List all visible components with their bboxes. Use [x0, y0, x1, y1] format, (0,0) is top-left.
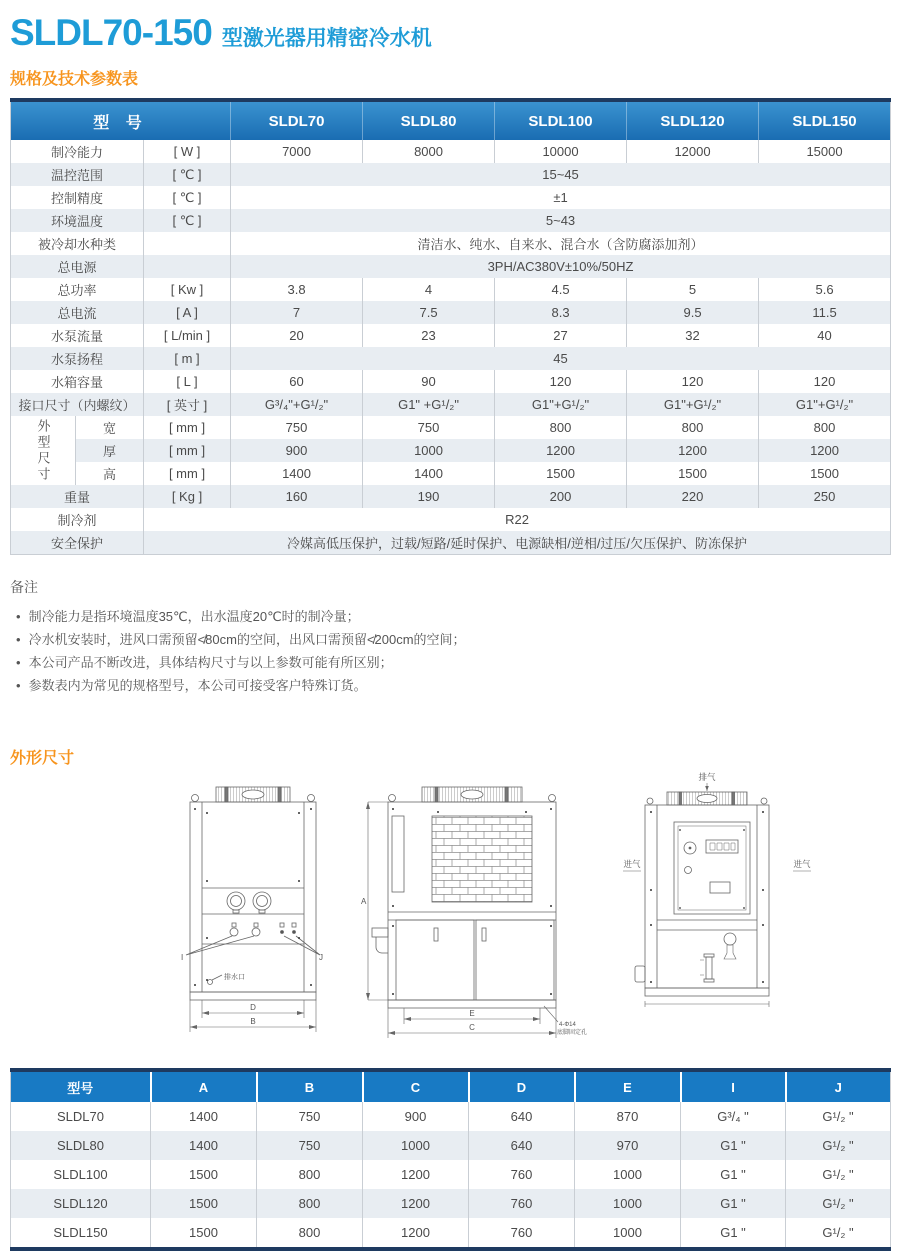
spec-value: 1200 [495, 439, 627, 462]
spec-row-label: 温控范围 [11, 163, 144, 186]
dim-label-e: E [469, 1009, 475, 1018]
bullet-icon: • [16, 678, 21, 693]
spec-value: 750 [363, 416, 495, 439]
spec-value: 20 [231, 324, 363, 347]
notes-list [10, 605, 890, 697]
spec-unit: [ mm ] [144, 416, 231, 439]
spec-value: 60 [231, 370, 363, 393]
spec-section-title: 规格及技术参数表 [10, 71, 139, 88]
dim-value: 800 [257, 1160, 363, 1189]
spec-row-label: 宽 [76, 416, 144, 439]
dim-value: 760 [469, 1160, 575, 1189]
note-item [10, 651, 890, 674]
spec-unit: [ L ] [144, 370, 231, 393]
spec-row-label: 总电源 [11, 255, 144, 278]
side-view-drawing [360, 782, 590, 1042]
spec-value: 800 [813, 420, 836, 435]
spec-row-label: 制冷剂 [11, 508, 144, 531]
dim-value: 1400 [151, 1131, 257, 1160]
dim-column-header: D [469, 1070, 575, 1102]
dim-value: 640 [469, 1102, 575, 1131]
bullet-icon: • [16, 655, 21, 670]
dim-value: G¹/₂ " [822, 1196, 854, 1211]
spec-group-text: 外型尺寸 [35, 418, 51, 483]
product-name-title: 型激光器用精密冷水机 [221, 27, 432, 50]
dim-label-a: A [361, 897, 367, 906]
dim-value: 1500 [151, 1189, 257, 1218]
bullet-icon: • [16, 632, 21, 647]
spec-unit: [ 英寸 ] [144, 393, 231, 416]
spec-value-span: 清洁水、纯水、自来水、混合水（含防腐添加剂） [417, 237, 704, 252]
spec-unit: [ mm ] [144, 462, 231, 485]
spec-row [11, 255, 891, 278]
front-view-drawing [178, 782, 328, 1042]
dim-value: 800 [257, 1218, 363, 1249]
leader-line-j [284, 936, 320, 955]
dim-table-row [11, 1102, 891, 1131]
dim-label-j: J [319, 953, 323, 962]
dim-value: 1200 [363, 1218, 469, 1249]
dim-value: 1200 [363, 1189, 469, 1218]
spec-value: 1500 [495, 462, 627, 485]
spec-unit: [ A ] [144, 301, 231, 324]
spec-row-label: 被冷却水种类 [11, 232, 144, 255]
spec-header-model-label: 型 号 [11, 100, 231, 140]
spec-row [11, 485, 891, 508]
spec-value: 750 [231, 416, 363, 439]
spec-value: 220 [627, 485, 759, 508]
intake-left-label: 进气 [623, 859, 641, 869]
note-text: 制冷能力是指环境温度35℃，出水温度20℃时的制冷量； [28, 609, 360, 624]
dim-value: G¹/₂ " [822, 1225, 854, 1240]
spec-value: 40 [817, 328, 832, 343]
spec-value: 8.3 [495, 301, 627, 324]
dim-value: G¹/₂ " [822, 1109, 854, 1124]
drain-pipe-icon [372, 928, 388, 953]
dim-column-header: J [786, 1070, 891, 1102]
water-port-icons [230, 923, 296, 936]
spec-row [11, 186, 891, 209]
spec-row [11, 301, 891, 324]
spec-row-label: 总功率 [11, 278, 144, 301]
spec-value: 7000 [231, 140, 363, 163]
eye-bolt-icon [647, 798, 653, 804]
spec-row [11, 393, 891, 416]
back-view-drawing [622, 770, 812, 1030]
fan-icon [422, 787, 522, 802]
dim-label-d: D [250, 1003, 256, 1012]
spec-row-label: 制冷能力 [11, 140, 144, 163]
spec-unit: [ Kw ] [144, 278, 231, 301]
spec-row [11, 324, 891, 347]
dim-row-model: SLDL120 [11, 1189, 151, 1218]
outline-drawings [178, 772, 890, 1050]
dim-section-title: 外形尺寸 [10, 750, 75, 767]
spec-table-header [11, 100, 891, 140]
dim-table-row [11, 1160, 891, 1189]
eye-bolt-icon [549, 795, 556, 802]
dim-row-model: SLDL70 [11, 1102, 151, 1131]
spec-row [11, 370, 891, 393]
spec-unit: [ ℃ ] [144, 186, 231, 209]
spec-unit: [ L/min ] [144, 324, 231, 347]
spec-value: 1200 [810, 443, 839, 458]
spec-unit: [ mm ] [144, 439, 231, 462]
spec-value: 90 [363, 370, 495, 393]
filter-sight-glass-icons [700, 933, 736, 982]
dim-value: 900 [363, 1102, 469, 1131]
spec-value-span: 3PH/AC380V±10%/50HZ [487, 259, 634, 274]
eye-bolt-icon [389, 795, 396, 802]
dim-value: 1000 [575, 1218, 681, 1249]
eye-bolt-icon [761, 798, 767, 804]
spec-value: 250 [813, 489, 836, 504]
spec-value-span: R22 [505, 512, 529, 527]
door-panels [396, 920, 554, 1000]
spec-value: 15000 [806, 144, 843, 159]
dimension-table [10, 1068, 891, 1251]
spec-value-span: 15~45 [542, 167, 579, 182]
spec-value: 190 [363, 485, 495, 508]
spec-row [11, 531, 891, 555]
dim-label-c: C [469, 1023, 475, 1032]
dim-value: G¹/₂ " [822, 1138, 854, 1153]
spec-unit: [ Kg ] [144, 485, 231, 508]
dim-row-model: SLDL150 [11, 1218, 151, 1249]
note-item [10, 628, 890, 651]
fan-icon [667, 792, 747, 805]
dim-value: G1 " [681, 1189, 786, 1218]
dim-label-i: I [181, 953, 184, 962]
dim-value: 1000 [575, 1160, 681, 1189]
spec-row-label: 总电流 [11, 301, 144, 324]
screw-dots [194, 808, 312, 986]
dim-value: 970 [575, 1131, 681, 1160]
drain-label: 排水口 [224, 974, 245, 981]
spec-value: 800 [627, 416, 759, 439]
note-text: 冷水机安装时，进风口需预留≮80cm的空间，出风口需预留≮200cm的空间； [28, 632, 466, 647]
dim-value: 1500 [151, 1218, 257, 1249]
spec-column-header: SLDL70 [231, 100, 363, 140]
leader-line-i [186, 936, 254, 955]
foot-hole-note-line2: 底脚固定孔 [557, 1030, 588, 1036]
spec-value: 27 [495, 324, 627, 347]
note-text: 本公司产品不断改进，具体结构尺寸与以上参数可能有所区别； [28, 655, 393, 670]
dim-column-header: A [151, 1070, 257, 1102]
fan-icon [216, 787, 290, 802]
dim-row-model: SLDL100 [11, 1160, 151, 1189]
pressure-gauge-icon [227, 892, 271, 913]
spec-value-span: 5~43 [545, 213, 576, 228]
bullet-icon: • [16, 609, 21, 624]
spec-value: 5.6 [815, 282, 834, 297]
eye-bolt-icon [308, 795, 315, 802]
spec-unit: [ ℃ ] [144, 163, 231, 186]
dim-value: 1200 [363, 1160, 469, 1189]
dim-value: 640 [469, 1131, 575, 1160]
spec-row [11, 347, 891, 370]
dim-value: 870 [575, 1102, 681, 1131]
spec-row-label: 水泵流量 [11, 324, 144, 347]
dim-column-header: C [363, 1070, 469, 1102]
spec-table [10, 98, 891, 555]
dim-value: 760 [469, 1218, 575, 1249]
spec-value: 200 [495, 485, 627, 508]
spec-row [11, 462, 891, 485]
spec-value: 7 [231, 301, 363, 324]
spec-row [11, 209, 891, 232]
spec-value: 120 [627, 370, 759, 393]
dim-value: 750 [257, 1102, 363, 1131]
spec-value: 8000 [363, 140, 495, 163]
spec-value: 5 [627, 278, 759, 301]
spec-value: 4 [363, 278, 495, 301]
dim-header-row [11, 1070, 891, 1102]
note-item [10, 605, 890, 628]
dim-value: G1 " [681, 1218, 786, 1249]
spec-value: 32 [627, 324, 759, 347]
spec-row-label: 控制精度 [11, 186, 144, 209]
spec-column-header: SLDL150 [759, 100, 891, 140]
spec-value: 1000 [363, 439, 495, 462]
spec-row [11, 416, 891, 439]
intake-right-label: 进气 [793, 859, 811, 869]
spec-row-label: 厚 [76, 439, 144, 462]
spec-value: G1"+G¹/₂" [495, 393, 627, 416]
spec-value: 11.5 [812, 305, 837, 320]
dim-column-header: B [257, 1070, 363, 1102]
spec-value: 120 [813, 374, 836, 389]
dim-column-header: I [681, 1070, 786, 1102]
spec-unit: [ ℃ ] [144, 209, 231, 232]
note-item [10, 674, 890, 697]
spec-value: 7.5 [363, 301, 495, 324]
spec-row-label: 安全保护 [11, 531, 144, 555]
spec-row [11, 278, 891, 301]
spec-unit: [ W ] [144, 140, 231, 163]
spec-row-label: 水箱容量 [11, 370, 144, 393]
spec-value: 10000 [495, 140, 627, 163]
spec-unit: [ m ] [144, 347, 231, 370]
spec-value: 800 [495, 416, 627, 439]
dim-value: 1000 [363, 1131, 469, 1160]
spec-unit [144, 255, 231, 278]
dim-table-body [11, 1102, 891, 1249]
dim-value: G1 " [681, 1160, 786, 1189]
dim-table-row [11, 1218, 891, 1249]
spec-row [11, 508, 891, 531]
dim-table-header [11, 1070, 891, 1102]
dim-value: 750 [257, 1131, 363, 1160]
spec-row-label: 高 [76, 462, 144, 485]
spec-table-body [11, 140, 891, 555]
spec-row [11, 232, 891, 255]
spec-row-label: 环境温度 [11, 209, 144, 232]
spec-row-label: 水泵扬程 [11, 347, 144, 370]
spec-column-header: SLDL80 [363, 100, 495, 140]
spec-value: G³/₄"+G¹/₂" [231, 393, 363, 416]
dim-label-b: B [250, 1017, 256, 1026]
dim-value: G1 " [681, 1131, 786, 1160]
spec-value: 1200 [627, 439, 759, 462]
spec-column-header: SLDL100 [495, 100, 627, 140]
dim-value: 760 [469, 1189, 575, 1218]
spec-row [11, 163, 891, 186]
dim-value: 1400 [151, 1102, 257, 1131]
spec-value: 1500 [810, 466, 839, 481]
dim-value: 800 [257, 1189, 363, 1218]
spec-value: 1400 [363, 462, 495, 485]
spec-value-span: 冷媒高低压保护，过载/短路/延时保护、电源缺相/逆相/过压/欠压保护、防冻保护 [286, 536, 748, 551]
dim-column-header: E [575, 1070, 681, 1102]
spec-unit [144, 232, 231, 255]
spec-value: 12000 [627, 140, 759, 163]
spec-value: G1"+G¹/₂" [627, 393, 759, 416]
spec-row-label: 接口尺寸（内螺纹） [11, 393, 144, 416]
eye-bolt-icon [192, 795, 199, 802]
spec-value: 160 [231, 485, 363, 508]
spec-group-label [11, 416, 76, 485]
dim-table-row [11, 1189, 891, 1218]
notes-title: 备注 [10, 579, 38, 595]
spec-value: G1" +G¹/₂" [363, 393, 495, 416]
spec-value-span: ±1 [553, 190, 568, 205]
spec-column-header: SLDL120 [627, 100, 759, 140]
spec-row [11, 439, 891, 462]
spec-value: 4.5 [495, 278, 627, 301]
spec-value: 900 [231, 439, 363, 462]
dim-value: G³/₄ " [681, 1102, 786, 1131]
dim-value: 1500 [151, 1160, 257, 1189]
note-text: 参数表内为常见的规格型号，本公司可接受客户特殊订货。 [28, 678, 367, 693]
dim-table-row [11, 1131, 891, 1160]
foot-hole-note-line1: 4-Φ14 [559, 1022, 576, 1028]
air-grille-icon [432, 816, 532, 902]
spec-row-label: 重量 [11, 485, 144, 508]
exhaust-label: 排气 [698, 772, 716, 782]
spec-value: 3.8 [231, 278, 363, 301]
spec-value: 1500 [627, 462, 759, 485]
spec-row [11, 140, 891, 163]
dim-row-model: SLDL80 [11, 1131, 151, 1160]
page-title [10, 0, 890, 52]
spec-value: 1400 [231, 462, 363, 485]
dim-value: 1000 [575, 1189, 681, 1218]
spec-value: 120 [495, 370, 627, 393]
product-model-title: SLDL70-150 [10, 12, 212, 53]
spec-value: 9.5 [627, 301, 759, 324]
dim-column-header: 型号 [11, 1070, 151, 1102]
dim-value: G¹/₂ " [822, 1167, 854, 1182]
notes-section [10, 577, 890, 697]
drain-port-icon [208, 980, 213, 985]
spec-value: 23 [363, 324, 495, 347]
spec-header-row [11, 100, 891, 140]
spec-value: G1"+G¹/₂" [795, 397, 854, 412]
control-panel-icon [674, 822, 750, 914]
spec-value-span: 45 [553, 351, 568, 366]
